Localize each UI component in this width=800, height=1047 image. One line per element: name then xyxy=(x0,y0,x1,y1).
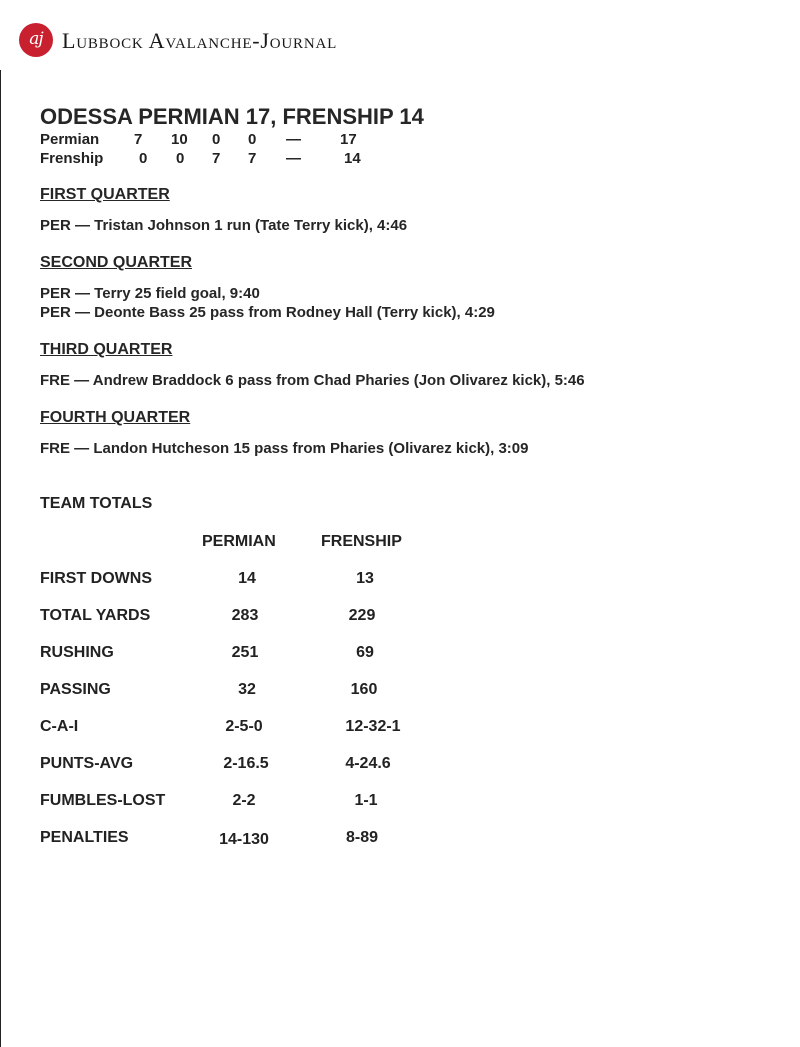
stat-label: C-A-I xyxy=(40,718,79,735)
scoring-play: FRE — Andrew Braddock 6 pass from Chad Pharies (Jon Olivarez kick), 5:46 xyxy=(40,372,585,389)
stat-label: PASSING xyxy=(40,681,111,698)
stat-value-permian: 14-130 xyxy=(219,831,269,848)
linescore-dash: — xyxy=(286,131,301,148)
column-header-permian: PERMIAN xyxy=(202,533,276,550)
masthead xyxy=(0,0,800,70)
quarter-heading: THIRD QUARTER xyxy=(40,341,173,358)
stat-value-frenship: 13 xyxy=(356,570,374,587)
stat-value-frenship: 229 xyxy=(348,607,376,624)
stat-value-permian: 32 xyxy=(238,681,256,698)
game-title: ODESSA PERMIAN 17, FRENSHIP 14 xyxy=(40,104,424,129)
team-totals-title: TEAM TOTALS xyxy=(40,495,153,512)
scoring-play: FRE — Landon Hutcheson 15 pass from Pharies (Olivarez kick), 3:09 xyxy=(40,440,529,457)
linescore-q4: 0 xyxy=(248,131,257,148)
stat-value-frenship: 4-24.6 xyxy=(345,755,391,772)
stat-value-frenship: 69 xyxy=(356,644,374,661)
stat-value-permian: 2-5-0 xyxy=(225,718,263,735)
page-left-border xyxy=(0,70,1,1047)
stat-value-permian: 251 xyxy=(231,644,259,661)
stat-value-permian: 2-2 xyxy=(232,792,256,809)
linescore-dash: — xyxy=(286,150,301,167)
stat-value-permian: 14 xyxy=(238,570,256,587)
stat-label: FIRST DOWNS xyxy=(40,570,152,587)
linescore-total: 17 xyxy=(340,131,357,148)
linescore-q1: 0 xyxy=(139,150,148,167)
linescore-team: Permian xyxy=(40,131,100,148)
stat-label: PENALTIES xyxy=(40,829,129,846)
logo-icon: aj xyxy=(19,23,53,57)
scoring-play: PER — Terry 25 field goal, 9:40 xyxy=(40,285,260,302)
quarter-heading: FOURTH QUARTER xyxy=(40,409,191,426)
stat-label: FUMBLES-LOST xyxy=(40,792,166,809)
scoring-play: PER — Tristan Johnson 1 run (Tate Terry kick), 4:46 xyxy=(40,217,408,234)
linescore-team: Frenship xyxy=(40,150,104,167)
stat-value-frenship: 8-89 xyxy=(345,829,379,846)
stat-label: PUNTS-AVG xyxy=(40,755,134,772)
linescore-q2: 10 xyxy=(171,131,188,148)
stat-value-permian: 2-16.5 xyxy=(223,755,269,772)
linescore-q4: 7 xyxy=(248,150,257,167)
stat-value-permian: 283 xyxy=(231,607,259,624)
linescore-q3: 7 xyxy=(212,150,221,167)
stat-label: RUSHING xyxy=(40,644,114,661)
stat-value-frenship: 1-1 xyxy=(354,792,378,809)
linescore-q3: 0 xyxy=(212,131,221,148)
linescore-total: 14 xyxy=(344,150,361,167)
quarter-heading: SECOND QUARTER xyxy=(40,254,193,271)
quarter-heading: FIRST QUARTER xyxy=(40,186,170,203)
stat-label: TOTAL YARDS xyxy=(40,607,151,624)
column-header-frenship: FRENSHIP xyxy=(321,533,402,550)
scoring-play: PER — Deonte Bass 25 pass from Rodney Hall (Terry kick), 4:29 xyxy=(40,304,495,321)
stat-value-frenship: 12-32-1 xyxy=(345,718,401,735)
linescore-q2: 0 xyxy=(176,150,185,167)
stat-value-frenship: 160 xyxy=(350,681,378,698)
linescore-q1: 7 xyxy=(134,131,143,148)
masthead-name: Lubbock Avalanche-Journal xyxy=(62,28,338,53)
